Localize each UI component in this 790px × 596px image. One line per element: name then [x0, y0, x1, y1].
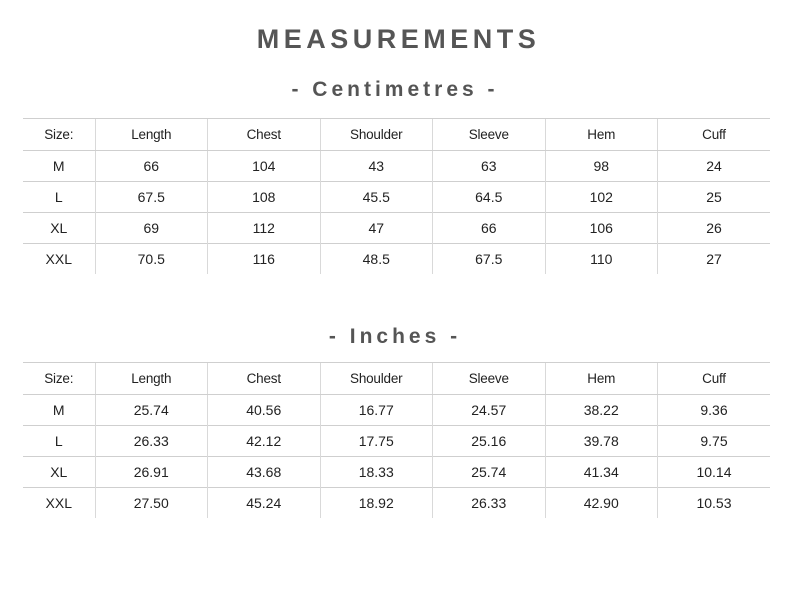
header-hem: Hem	[545, 363, 658, 395]
inches-section-title: - Inches -	[328, 325, 462, 348]
inches-table	[23, 362, 770, 518]
cell-length: 27.50	[95, 488, 208, 519]
cell-hem: 102	[545, 182, 658, 213]
cell-length: 26.91	[95, 457, 208, 488]
cell-shoulder: 47	[320, 213, 433, 244]
cell-length: 26.33	[95, 426, 208, 457]
cell-sleeve: 64.5	[433, 182, 546, 213]
cell-size: M	[23, 395, 95, 426]
cell-sleeve: 63	[433, 151, 546, 182]
header-length: Length	[95, 119, 208, 151]
cell-sleeve: 26.33	[433, 488, 546, 519]
cell-hem: 98	[545, 151, 658, 182]
cell-chest: 112	[208, 213, 321, 244]
cell-chest: 116	[208, 244, 321, 275]
cell-cuff: 24	[658, 151, 771, 182]
page-title: MEASUREMENTS	[256, 24, 541, 54]
cell-size: M	[23, 151, 95, 182]
cell-cuff: 9.36	[658, 395, 771, 426]
table-row	[23, 151, 770, 182]
centimetres-section-title: - Centimetres -	[291, 78, 499, 101]
cell-cuff: 9.75	[658, 426, 771, 457]
cell-shoulder: 16.77	[320, 395, 433, 426]
cell-size: L	[23, 426, 95, 457]
cell-cuff: 10.14	[658, 457, 771, 488]
table-row	[23, 457, 770, 488]
cell-size: XXL	[23, 488, 95, 519]
header-shoulder: Shoulder	[320, 119, 433, 151]
header-cuff: Cuff	[658, 363, 771, 395]
table-row	[23, 213, 770, 244]
cell-shoulder: 45.5	[320, 182, 433, 213]
header-chest: Chest	[208, 119, 321, 151]
cell-cuff: 10.53	[658, 488, 771, 519]
cell-cuff: 25	[658, 182, 771, 213]
cell-size: XL	[23, 213, 95, 244]
centimetres-table	[23, 118, 770, 274]
cell-length: 70.5	[95, 244, 208, 275]
cell-hem: 106	[545, 213, 658, 244]
cell-sleeve: 67.5	[433, 244, 546, 275]
cell-cuff: 26	[658, 213, 771, 244]
cell-sleeve: 25.74	[433, 457, 546, 488]
cell-shoulder: 43	[320, 151, 433, 182]
cell-length: 25.74	[95, 395, 208, 426]
header-cuff: Cuff	[658, 119, 771, 151]
header-chest: Chest	[208, 363, 321, 395]
table-row	[23, 488, 770, 519]
cell-sleeve: 24.57	[433, 395, 546, 426]
cell-shoulder: 48.5	[320, 244, 433, 275]
cell-chest: 43.68	[208, 457, 321, 488]
cell-chest: 40.56	[208, 395, 321, 426]
header-shoulder: Shoulder	[320, 363, 433, 395]
cell-length: 67.5	[95, 182, 208, 213]
header-length: Length	[95, 363, 208, 395]
cell-size: XL	[23, 457, 95, 488]
cell-hem: 42.90	[545, 488, 658, 519]
header-hem: Hem	[545, 119, 658, 151]
cell-cuff: 27	[658, 244, 771, 275]
cell-hem: 39.78	[545, 426, 658, 457]
cell-size: L	[23, 182, 95, 213]
table-header-row	[23, 119, 770, 151]
cell-size: XXL	[23, 244, 95, 275]
cell-shoulder: 18.33	[320, 457, 433, 488]
table-header-row	[23, 363, 770, 395]
table-row	[23, 182, 770, 213]
cell-shoulder: 17.75	[320, 426, 433, 457]
header-size: Size:	[23, 363, 95, 395]
cell-sleeve: 25.16	[433, 426, 546, 457]
table-row	[23, 395, 770, 426]
cell-chest: 42.12	[208, 426, 321, 457]
cell-hem: 41.34	[545, 457, 658, 488]
table-row	[23, 244, 770, 275]
cell-chest: 45.24	[208, 488, 321, 519]
cell-length: 69	[95, 213, 208, 244]
header-size: Size:	[23, 119, 95, 151]
cell-length: 66	[95, 151, 208, 182]
header-sleeve: Sleeve	[433, 119, 546, 151]
table-row	[23, 426, 770, 457]
cell-chest: 108	[208, 182, 321, 213]
header-sleeve: Sleeve	[433, 363, 546, 395]
cell-shoulder: 18.92	[320, 488, 433, 519]
cell-chest: 104	[208, 151, 321, 182]
cell-sleeve: 66	[433, 213, 546, 244]
cell-hem: 38.22	[545, 395, 658, 426]
cell-hem: 110	[545, 244, 658, 275]
